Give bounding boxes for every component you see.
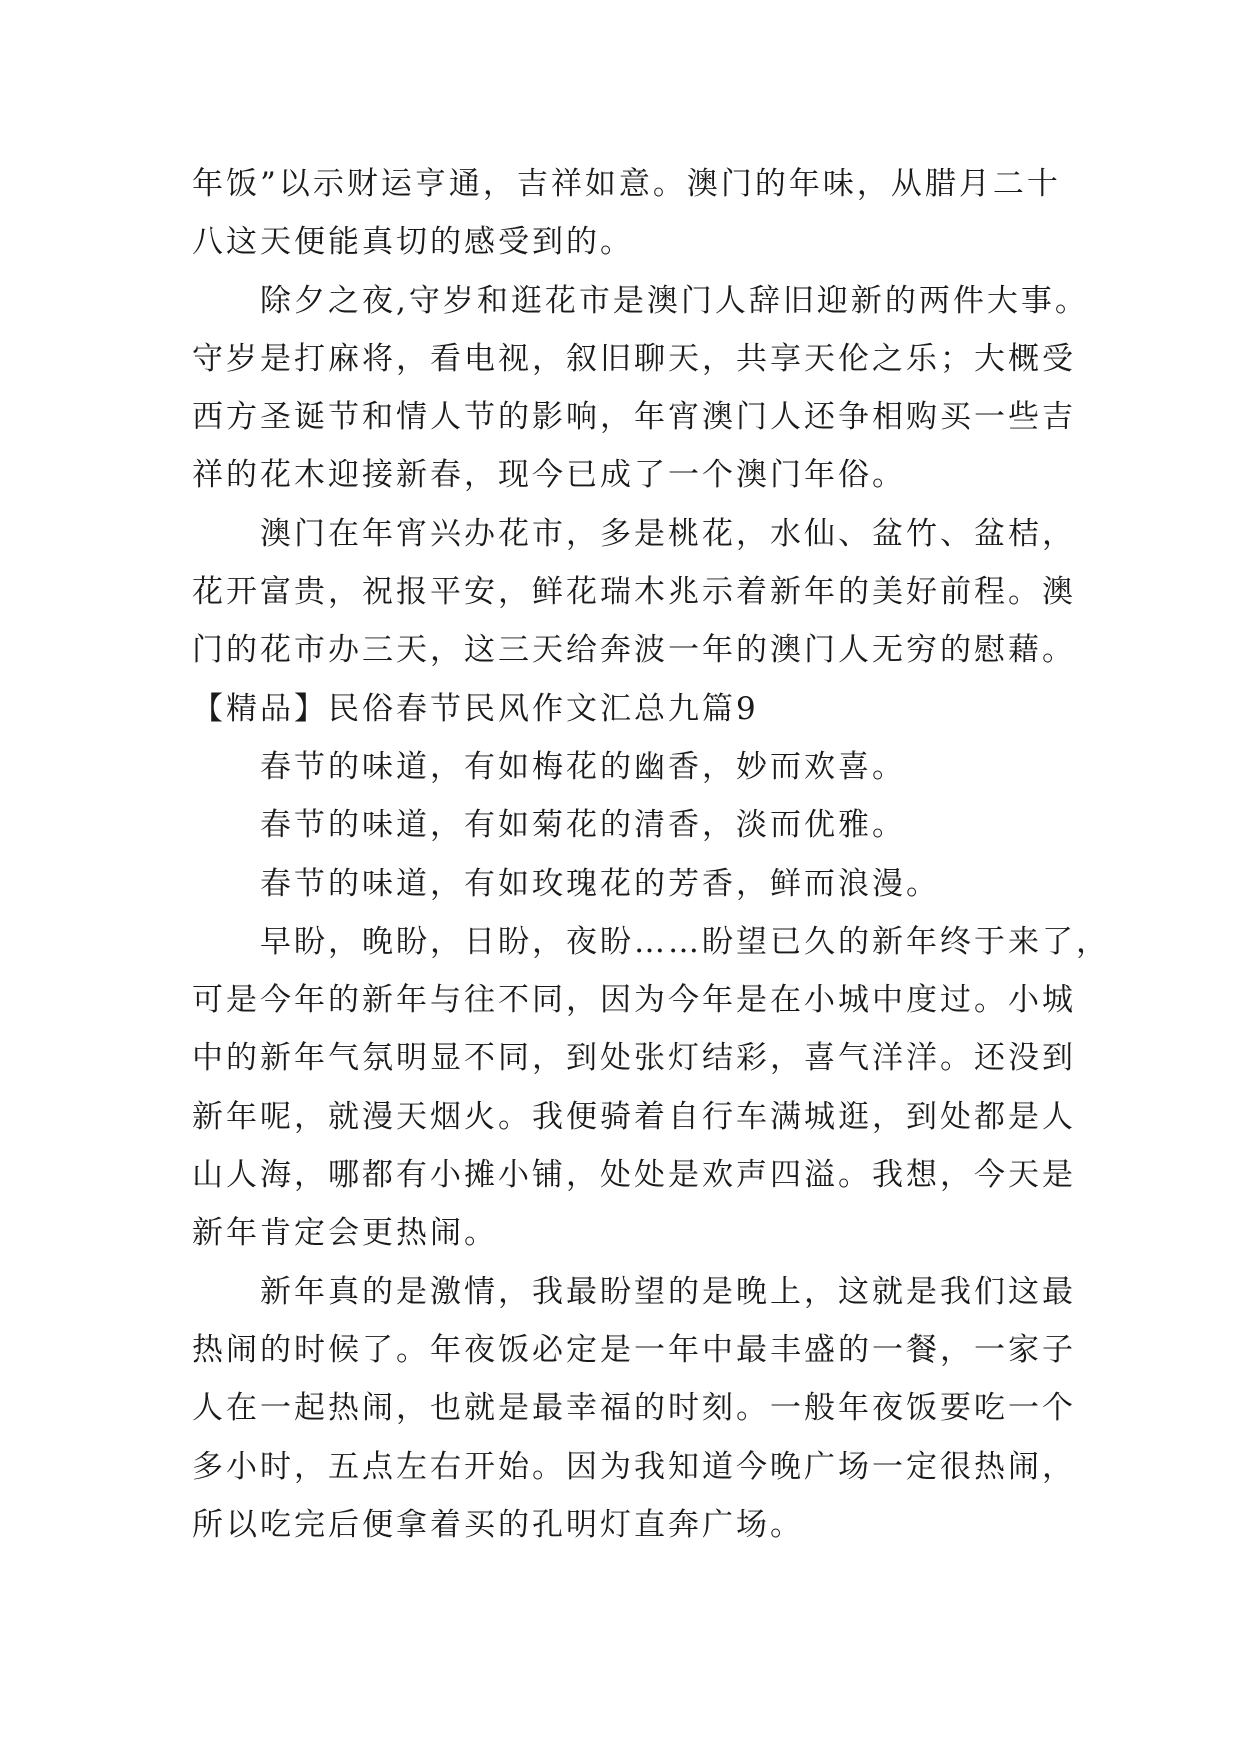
text-line: 中的新年气氛明显不同，到处张灯结彩，喜气洋洋。还没到 xyxy=(192,1040,1076,1077)
text-line: 山人海，哪都有小摊小铺，处处是欢声四溢。我想，今天是 xyxy=(192,1157,1076,1194)
text-line: 所以吃完后便拿着买的孔明灯直奔广场。 xyxy=(192,1506,804,1543)
text-line: 新年肯定会更热闹。 xyxy=(192,1215,498,1252)
text-line: 人在一起热闹，也就是最幸福的时刻。一般年夜饭要吃一个 xyxy=(192,1390,1076,1427)
text-line: 年饭”以示财运亨通，吉祥如意。澳门的年味，从腊月二十 xyxy=(192,166,1061,202)
text-line: 八这天便能真切的感受到的。 xyxy=(192,224,634,261)
text-line: 多小时，五点左右开始。因为我知道今晚广场一定很热闹， xyxy=(192,1448,1076,1485)
text-line: 西方圣诞节和情人节的影响，年宵澳门人还争相购买一些吉 xyxy=(192,399,1076,436)
text-line: 可是今年的新年与往不同，因为今年是在小城中度过。小城 xyxy=(192,982,1076,1019)
text-line: 门的花市办三天，这三天给奔波一年的澳门人无穷的慰藉。 xyxy=(192,632,1076,669)
text-line: 新年呢，就漫天烟火。我便骑着自行车满城逛，到处都是人 xyxy=(192,1098,1076,1135)
text-line: 热闹的时候了。年夜饭必定是一年中最丰盛的一餐，一家子 xyxy=(192,1331,1076,1368)
text-line: 春节的味道，有如梅花的幽香，妙而欢喜。 xyxy=(260,748,906,785)
text-line: 祥的花木迎接新春，现今已成了一个澳门年俗。 xyxy=(192,457,906,494)
section-heading: 【精品】民俗春节民风作文汇总九篇9 xyxy=(192,690,759,727)
text-line: 澳门在年宵兴办花市，多是桃花，水仙、盆竹、盆桔， xyxy=(260,515,1076,552)
text-line: 春节的味道，有如玫瑰花的芳香，鲜而浪漫。 xyxy=(260,865,940,902)
text-line: 早盼，晚盼，日盼，夜盼……盼望已久的新年终于来了， xyxy=(260,923,1110,960)
text-line: 花开富贵，祝报平安，鲜花瑞木兆示着新年的美好前程。澳 xyxy=(192,574,1076,611)
text-line: 守岁是打麻将，看电视，叙旧聊天，共享天伦之乐；大概受 xyxy=(192,340,1076,377)
document-body xyxy=(192,155,1110,1554)
text-line: 新年真的是激情，我最盼望的是晚上，这就是我们这最 xyxy=(260,1273,1076,1310)
text-line: 春节的味道，有如菊花的清香，淡而优雅。 xyxy=(260,807,906,844)
text-line: 除夕之夜,守岁和逛花市是澳门人辞旧迎新的两件大事。 xyxy=(260,282,1089,319)
